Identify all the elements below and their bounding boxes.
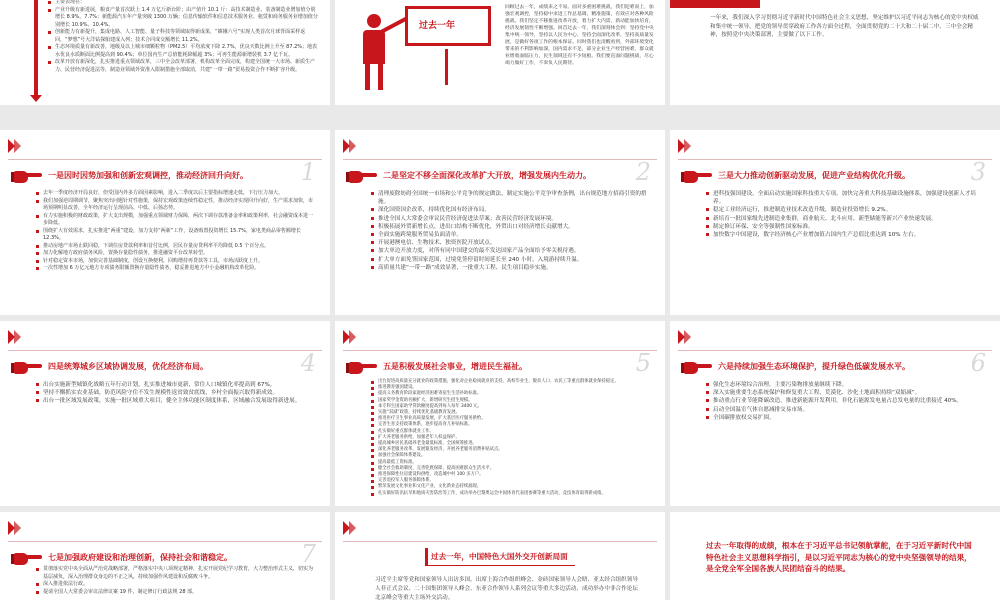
list-item: 加大单边开放力度，对所有同中国建交的最不发达国家产品全面给予零关税待遇。 — [371, 247, 651, 255]
list-item: 国家奖学金资助名额扩大，新增研究生招生规模。 — [371, 398, 651, 404]
list-item: 主要表现在： — [48, 0, 320, 7]
double-chevron-icon — [8, 330, 26, 344]
person-arm — [380, 17, 407, 34]
list-item: 制定修订环保、安全等强制性国家标准。 — [706, 223, 986, 231]
list-item: 产业升级有新进展，粮食产量首次跃上 1.4 万亿斤新台阶；由产值升 10.1 斤：高技术制造业、装备制造业增加值分别增长 8.9%、7.7%；新能源汽车年产量突破 1300 万辆；信息传输软件和信息技术服务业、租赁和商务服务业增加值分别增长 10.9%、10.4%。 — [48, 7, 320, 30]
presenter-illustration — [355, 0, 495, 100]
list-item: 完善退役军人服务保障体系。 — [371, 478, 651, 484]
header-divider — [678, 350, 992, 351]
double-chevron-icon — [678, 139, 696, 153]
slide-part-4[interactable] — [0, 321, 330, 506]
slide-part-1[interactable] — [0, 130, 330, 315]
list-item: 我们加强逆周期调节，聚焦突出问题针对性施策，保持宏观政策连续性稳定性，推动经济实现回升向好，生产需求加快，市场预期明显改善，全年经济运行呈现前高、中低、后扬态势。 — [36, 198, 316, 213]
list-item: 推动重点行业节能降碳改造，推进新能源开发利用，非化石能源发电量占总发电量的比重接近 40%。 — [706, 397, 986, 405]
diplomacy-banner: 过去一年，中国特色大国外交开创新局面 — [431, 552, 568, 561]
list-item: 扩大养老服务供给，加强老年人权益保护。 — [371, 435, 651, 441]
list-item: 全国碳排放权交易扩围。 — [706, 414, 986, 422]
list-item: 提高最低工资标准。 — [371, 460, 651, 466]
pointing-hand-icon — [349, 168, 377, 184]
person-head — [367, 14, 381, 28]
list-item: 推动房地产市场止跌回稳，下调住房贷款利率和首付比例，居民存量房贷利率平均降低 0.5 个百分点。 — [36, 243, 316, 251]
section-number: 4 — [300, 349, 316, 377]
header-divider — [343, 159, 657, 160]
list-item: 出台促进高质量充分就业的政策措施，强化对企业稳岗就业的支持，高校毕业生、脱贫人口、农民工等重点群体就业保持稳定。 — [371, 379, 651, 385]
slide-part-3[interactable] — [670, 130, 1000, 315]
list-item: 推进教育强国建设。 — [371, 385, 651, 391]
section-list — [36, 190, 316, 273]
section-heading: 六是持续加强生态环境保护，提升绿色低碳发展水平。 — [718, 362, 910, 371]
past-year-paragraph: 回顾过去一年，成绩来之不易。面对多重困难挑战，我们迎难而上，加强宏观调控，坚持稳中求进工作总基调，精准施策，有效应对各种风险挑战。我们坚定不移推进改革开放，着力扩大内需，新动能加快培育，经济发展韧性不断增强。回首过去一年，我们深刻体会到：坚持党中央集中统一领导，坚持以人民为中心，坚持全面深化改革，坚持高质量发展，是做好各项工作的根本保证。同时我们也清醒看到，外部环境变化带来的不利影响加深，国内需求不足，部分企业生产经营困难，群众就业增收面临压力，民生领域还有不少短板。我们要直面问题挑战，尽心竭力做好工作，不辜负人民期待。 — [505, 5, 654, 66]
section-number: 1 — [300, 158, 316, 186]
slide-conclusion[interactable] — [670, 512, 1000, 600]
list-item: 深化养老服务改革，发展银发经济，开展养老服务消费补贴试点。 — [371, 447, 651, 453]
slide-header — [670, 321, 1000, 351]
section-number: 5 — [635, 349, 651, 377]
double-chevron-icon — [8, 139, 26, 153]
list-item: 深入推进依法行政。 — [36, 581, 316, 589]
list-item: 出台一批区域发展政策，实施一批区域重大项目，健全主体功能区制度体系，区域融合发展取得新进展。 — [36, 397, 316, 405]
slide-header — [335, 512, 665, 542]
header-divider — [8, 159, 322, 160]
section-heading: 四是统筹城乡区域协调发展，优化经济布局。 — [48, 362, 208, 371]
slide-header — [670, 130, 1000, 160]
header-divider — [8, 541, 322, 542]
board-banner: 过去一年 — [419, 21, 456, 31]
list-item: 扎实做好防汛抗旱和地质灾害防治等工作，成功举办巴黎奥运会中国体育代表团参赛等重大活动，竞技体育取得新成绩。 — [371, 491, 651, 497]
list-item: 提请全国人大常委会审议法律议案 19 件，制定修订行政法规 28 部。 — [36, 589, 316, 597]
list-item: 围绕扩大有效需求，扎实推进“两重”建设，加力支持“两新”工作，设备购置投资增长 15.7%，家电类商品零售额增长 12.3%。 — [36, 228, 316, 243]
section-list — [706, 381, 986, 422]
section-list — [36, 566, 316, 596]
slide-economy-summary[interactable] — [0, 0, 330, 105]
double-chevron-icon — [8, 521, 26, 535]
section-heading: 一是因时因势加强和创新宏观调控，推动经济回升向好。 — [48, 171, 248, 180]
list-item: 全面实施跨境服务贸易负面清单。 — [371, 231, 651, 239]
slide-past-year[interactable] — [335, 0, 665, 105]
double-chevron-icon — [343, 330, 361, 344]
section-list — [36, 381, 316, 406]
header-divider — [8, 350, 322, 351]
list-item: 出台实施新型城镇化战略五年行动计划，扎实推进城市更新，常住人口城镇化率提高到 67%。 — [36, 381, 316, 389]
pointing-hand-icon — [349, 359, 377, 375]
list-item: 清理废除妨碍全国统一市场和公平竞争的规定做法，制定实施公平竞争审查条例，出台规范地方招商引资的措施。 — [371, 190, 651, 206]
slide-header — [0, 321, 330, 351]
slide-header — [335, 130, 665, 160]
list-item: 启动全国温室气体自愿减排交易市场。 — [706, 406, 986, 414]
slide-part-6[interactable] — [670, 321, 1000, 506]
list-item: 创新能力有新提升，集成电路、人工智能、量子科技等领域取得新成果，“嫦娥六号”实现人类首次月球背面采样返回，“梦想”号大洋钻探船建成入列；技术合同成交额增长 11.2%。 — [48, 29, 320, 44]
top-red-strip — [670, 0, 760, 8]
header-divider — [343, 350, 657, 351]
section-list — [371, 379, 651, 497]
pointing-hand-icon — [684, 168, 712, 184]
double-chevron-icon — [678, 330, 696, 344]
double-chevron-icon — [343, 521, 361, 535]
list-item: 坚持不懈抓实农业基础，防范风险守住不发生规模性返贫致贫底线，乡村全面振兴取得新成效。 — [36, 389, 316, 397]
pointing-hand-icon — [14, 168, 42, 184]
list-item: 稳定工业经济运行，推进制造业技术改造升级，制造业投资增长 9.2%。 — [706, 206, 986, 214]
list-item: 针对稳定资本市场，加快完善基础制度，创设互换便利，回购增持再贷款等工具，市场活跃度上升。 — [36, 258, 316, 266]
list-item: 推进保障性住房建设和供给，改造城中村 100 多万户。 — [371, 472, 651, 478]
list-item: 完善生育支持政策体系，逐步提高育儿补贴标准。 — [371, 422, 651, 428]
list-item: 进科技强国建设，全面启动实施国家科技重大专项，加快完善重大科技基础设施体系，加强建设创新人才培养。 — [706, 190, 986, 206]
list-item: 一次性增加 6 万亿元地方专项债务限额置换存量隐性债务，稳妥推进地方中小金融机构改革化险。 — [36, 265, 316, 273]
section-heading: 三是大力推动创新驱动发展，促进产业结构优化升级。 — [718, 171, 910, 180]
list-item: 去年一季度经济开局良好，但受国内外多方面因素影响，进入二季度以后主要指标增速走低，下行压力加大。 — [36, 190, 316, 198]
section-heading: 五是积极发展社会事业，增进民生福祉。 — [383, 362, 527, 371]
diplomacy-paragraph: 习近平主席等党和国家领导人出访多国，出席上海合作组织峰会、金砖国家领导人会晤、亚太经合组织领导人非正式会议、二十国集团领导人峰会、东亚合作领导人系列会议等重大多边活动，成功举办中非合作论坛北京峰会等重大主场外交活动。 — [375, 577, 638, 600]
list-item: 生态环境质量有新改善，地级及以上城市细颗粒物（PM2.5）平均浓度下降 2.7%，优良天数比例上升至 87.2%；地表水优良水质断面比例提高到 90.4%；单位国内生产总值能耗降幅超 3%；可再生能源新增装机 3.7 亿千瓦。 — [48, 44, 320, 59]
header-divider — [678, 159, 992, 160]
header-divider — [343, 541, 657, 542]
list-item: 提高城乡居民基础养老金最低标准，全国统筹推进。 — [371, 441, 651, 447]
slide-part-5[interactable] — [335, 321, 665, 506]
list-item: 扩大单方面免签国家范围，过境免签停留时间延长至 240 小时，入境游持续升温。 — [371, 256, 651, 264]
work-overview-paragraph: 一年来，我们深入学习贯彻习近平新时代中国特色社会主义思想，坚定维护以习近平同志为核心的党中央权威和集中统一领导，把党的领导贯穿政府工作各方面全过程，全面贯彻党的二十大和二十届二中、三中全会精神，按照党中央决策部署，主要做了以下工作。 — [710, 15, 979, 38]
slide-part-7[interactable] — [0, 512, 330, 600]
section-list — [371, 190, 651, 272]
economy-summary-list — [48, 0, 320, 74]
pointing-hand-icon — [14, 550, 42, 566]
list-item: 高质量共建“一带一路”成效显著，一批重大工程、民生项目稳步实施。 — [371, 264, 651, 272]
section-heading: 二是坚定不移全面深化改革扩大开放，增强发展内生动力。 — [383, 171, 591, 180]
list-item: 开展港澳电信、生物技术、独资医院开放试点。 — [371, 239, 651, 247]
list-item: 新培育一批国家级先进制造业集群，商业航天、北斗应用、新型储能等新兴产业快速发展。 — [706, 215, 986, 223]
list-item: 推进医疗卫生事业高质量发展，扩大基层医疗服务供给。 — [371, 416, 651, 422]
board-stand — [445, 49, 448, 85]
list-item: 繁荣发展文化事业和文化产业，文化新业态持续涌现。 — [371, 484, 651, 490]
slide-diplomacy[interactable] — [335, 512, 665, 600]
slide-part-2[interactable] — [335, 130, 665, 315]
section-heading: 七是加强政府建设和治理创新，保持社会和谐稳定。 — [48, 553, 232, 562]
list-item: 改革开放有新深化，扎实推进重点领域改革，三中全会改革部署，机构改革全面完成，构建全国统一大市场、新质生产力、民营经济促进法等，制造业领域外资准入限制措施全部取消，共建“一带一路”贸易投资合作不断扩容升级。 — [48, 59, 320, 74]
slide-work-overview[interactable] — [670, 0, 1000, 105]
list-item: 深入实施重要生态系统保护和修复重大工程，荒漠化、沙化土地面积持续“双缩减”。 — [706, 389, 986, 397]
section-number: 3 — [970, 158, 986, 186]
double-chevron-icon — [343, 139, 361, 153]
pointing-hand-icon — [684, 359, 712, 375]
pointing-hand-icon — [14, 359, 42, 375]
person-legs — [365, 64, 383, 90]
section-list — [706, 190, 986, 239]
timeline-arrow-head — [30, 95, 42, 102]
list-item: 扎实做好重点群体就业工作。 — [371, 429, 651, 435]
list-item: 加强社会保障体系建设。 — [371, 453, 651, 459]
list-item: 实施“双减”政策，持续优化基础教育发展。 — [371, 410, 651, 416]
slide-header — [0, 512, 330, 542]
list-item: 本专科生国家助学贷款额度提高到每人每年 3400 元。 — [371, 404, 651, 410]
slide-header — [0, 130, 330, 160]
list-item: 有力实施积极的财政政策，扩大支出规模，加强重点领域财力保障，两次下调存款准备金率和政策利率，社会融资成本进一步降低。 — [36, 213, 316, 228]
conclusion-statement: 过去一年取得的成绩，根本在于习近平总书记领航掌舵，在于习近平新时代中国特色社会主义思想科学指引，是以习近平同志为核心的党中央坚强领导的结果，是全党全军全国各族人民团结奋斗的结果。 — [706, 541, 972, 573]
list-item: 健全社会救助制度，完善兜底保障，提高困难群众生活水平。 — [371, 466, 651, 472]
timeline-arrow — [34, 0, 38, 96]
section-number: 7 — [300, 540, 316, 568]
list-item: 推进全国人大常委会审议民营经济促进法草案；改善民营经济发展环境。 — [371, 215, 651, 223]
section-number: 2 — [635, 158, 651, 186]
slide-header — [335, 321, 665, 351]
list-item: 加力化解地方政府债务风险，置换存量隐性债务，推进融资平台改革转型。 — [36, 250, 316, 258]
list-item: 加快数字中国建设，数字经济核心产业增加值占国内生产总值比重达到 10% 左右。 — [706, 231, 986, 239]
list-item: 积极拓展外贸新增长点，进出口结构不断优化，外贸出口对经济增长贡献增大。 — [371, 223, 651, 231]
list-item: 强化生态环境综合治理，主要污染物排放量继续下降。 — [706, 381, 986, 389]
list-item: 贯彻落实党中央全面从严治党战略部署，严格落实中央八项规定精神，扎实开展党纪学习教育，大力整治形式主义，切实为基层减负，深入治理群众身边的不正之风，持续加强作风建设和反腐败斗争。 — [36, 566, 316, 581]
person-body — [363, 30, 385, 64]
list-item: 深化国资国企改革，持续优化国有经济布局。 — [371, 206, 651, 214]
list-item: 提高义务教育阶段家庭经济困难寄宿生生活补助标准。 — [371, 391, 651, 397]
section-number: 6 — [970, 349, 986, 377]
